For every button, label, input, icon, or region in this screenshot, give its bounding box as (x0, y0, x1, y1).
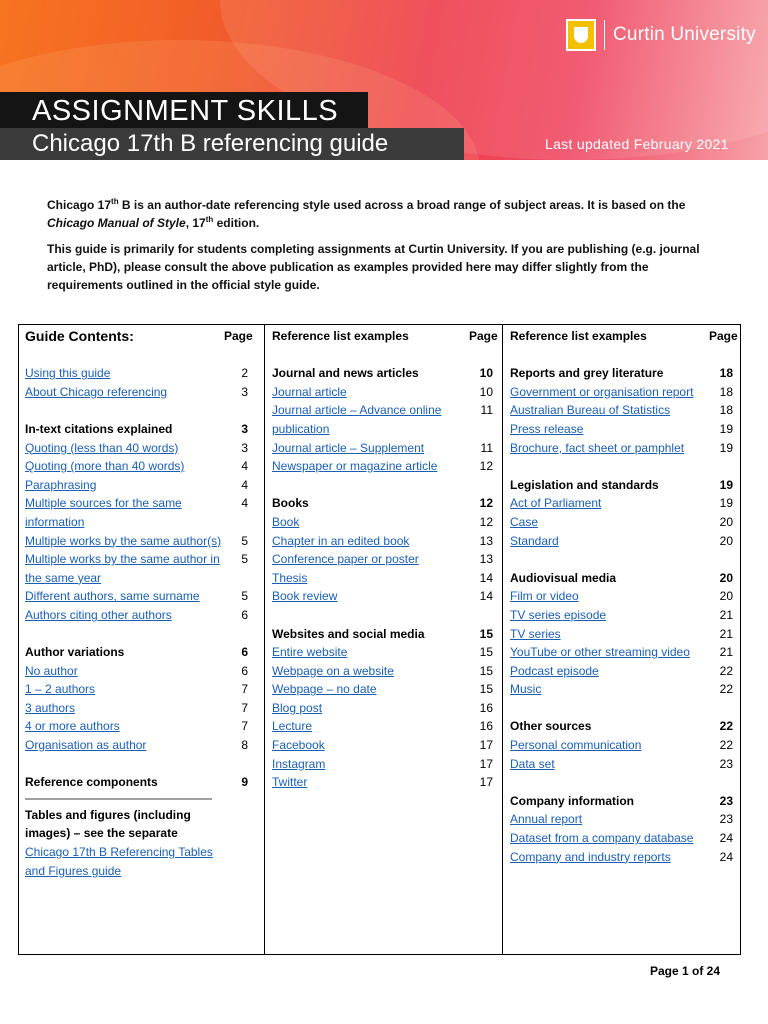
heading-label: Reference list examples (272, 329, 409, 343)
page-number-cell: 7 (241, 700, 248, 715)
divider (25, 798, 212, 800)
spacer (19, 346, 264, 365)
contents-link-podcast-episode[interactable] (503, 662, 741, 681)
contents-link-paraphrasing[interactable] (19, 476, 264, 495)
heading-label: Reports and grey literature (510, 366, 664, 381)
page-number-cell: 23 (719, 756, 733, 771)
link-label[interactable]: Multiple sources for the same information (25, 496, 182, 529)
page-number-cell: 3 (241, 421, 248, 436)
logo-text: Curtin University (613, 24, 756, 45)
page-number-cell: Page (469, 329, 498, 343)
page-number-cell: 22 (719, 738, 733, 753)
contents-link-tv-series[interactable] (503, 625, 741, 644)
last-updated: Last updated February 2021 (545, 136, 729, 152)
page-number-cell: 16 (479, 719, 493, 734)
contents-link-book-review[interactable] (265, 587, 502, 606)
contents-link-journal-article-supplement[interactable] (265, 439, 502, 458)
section-heading-audiovisual-media (503, 569, 741, 588)
page-number-cell: 15 (479, 663, 493, 678)
section-heading-books (265, 494, 502, 513)
spacer (503, 699, 741, 718)
contents-link-annual-report[interactable] (503, 810, 741, 829)
page-number-cell: 3 (241, 384, 248, 399)
column-header-guide-contents (19, 327, 264, 346)
link-label[interactable]: Podcast episode (510, 663, 599, 678)
link-label[interactable]: Thesis (272, 570, 308, 585)
link-label[interactable]: No author (25, 663, 78, 678)
page-number-cell: 10 (479, 384, 493, 399)
link-label[interactable]: 1 – 2 authors (25, 682, 96, 697)
section-heading-other-sources (503, 717, 741, 736)
document-title: ASSIGNMENT SKILLS (0, 92, 368, 130)
header-banner (0, 0, 768, 160)
page-number-cell: 21 (719, 607, 733, 622)
heading-label: Legislation and standards (510, 477, 659, 492)
link-label[interactable]: Company and industry reports (510, 849, 671, 864)
link-label[interactable]: Different authors, same surname (25, 589, 200, 604)
page-number-cell: 20 (719, 514, 733, 529)
intro-paragraph-2: This guide is primarily for students completing assignments at Curtin University. If you are publishing (e.g. journal article, PhD), please consult the above publication as examples provided here may differ slightly from the requirements outlined in the official style guide. (47, 242, 700, 292)
contents-link-standard[interactable] (503, 532, 741, 551)
link-label[interactable]: 4 or more authors (25, 719, 120, 734)
contents-link-company-and-industry-reports[interactable] (503, 848, 741, 867)
link-label[interactable]: Organisation as author (25, 738, 147, 753)
link-label[interactable]: About Chicago referencing (25, 384, 168, 399)
page-number-cell: 9 (241, 775, 248, 790)
page-number-cell: 7 (241, 719, 248, 734)
page-number-cell: Page (224, 329, 253, 343)
spacer (265, 346, 502, 365)
page-number-cell: 5 (241, 533, 248, 548)
page-number-cell: 5 (241, 552, 248, 567)
contents-column-2 (265, 325, 503, 954)
contents-link-youtube-or-other-streaming-video[interactable] (503, 643, 741, 662)
page-number-cell: 19 (719, 421, 733, 436)
page-number-cell: 16 (479, 700, 493, 715)
link-label[interactable]: Book review (272, 589, 338, 604)
heading-label: In-text citations explained (25, 421, 173, 436)
page-number-cell: 12 (479, 496, 493, 511)
contents-link-journal-article[interactable] (265, 383, 502, 402)
heading-label: Tables and figures (including images) – see the separate (25, 807, 191, 841)
column-header-reference-list-examples (265, 327, 502, 346)
contents-link-government-or-organisation-report[interactable] (503, 383, 741, 402)
heading-label: Audiovisual media (510, 570, 617, 585)
link-label[interactable]: Lecture (272, 719, 313, 734)
contents-link-case[interactable] (503, 513, 741, 532)
link-label[interactable]: Facebook (272, 738, 325, 753)
page-number-cell: 4 (241, 459, 248, 474)
contents-link-4-or-more-authors[interactable] (19, 717, 264, 736)
link-label[interactable]: Film or video (510, 589, 579, 604)
spacer (19, 401, 264, 420)
heading-label: Reference list examples (510, 329, 647, 343)
contents-link-3-authors[interactable] (19, 699, 264, 718)
page-number-cell: 19 (719, 440, 733, 455)
contents-link-tv-series-episode[interactable] (503, 606, 741, 625)
page-number-cell: 15 (479, 626, 493, 641)
contents-link-authors-citing-other-authors[interactable] (19, 606, 264, 625)
link-label[interactable]: Newspaper or magazine article (272, 459, 438, 474)
section-heading-in-text-citations-explained (19, 420, 264, 439)
link-label[interactable]: Conference paper or poster (272, 552, 419, 567)
spacer (265, 476, 502, 495)
link-label[interactable]: YouTube or other streaming video (510, 645, 690, 660)
page-number-cell: 18 (719, 403, 733, 418)
contents-link-brochure-fact-sheet-or-pamphlet[interactable] (503, 439, 741, 458)
column-header-reference-list-examples (503, 327, 741, 346)
page-number-cell: 13 (479, 552, 493, 567)
page-number-cell: 4 (241, 496, 248, 511)
page-number-cell: 11 (480, 440, 493, 455)
page-number-cell: 15 (479, 645, 493, 660)
link-label[interactable]: Journal article (272, 384, 347, 399)
heading-label: Books (272, 496, 309, 511)
contents-link-act-of-parliament[interactable] (503, 494, 741, 513)
page-number-cell: 11 (480, 403, 493, 418)
intro-text (47, 196, 727, 302)
link-label[interactable]: Entire website (272, 645, 348, 660)
page-number-cell: 20 (719, 570, 733, 585)
page-number-cell: Page (709, 329, 738, 343)
link-label[interactable]: 3 authors (25, 700, 76, 715)
heading-label: Guide Contents: (25, 328, 134, 344)
contents-link-no-author[interactable] (19, 662, 264, 681)
contents-column-1 (19, 325, 265, 954)
page-number-cell: 3 (241, 440, 248, 455)
guide-contents-table (18, 324, 741, 955)
section-heading-journal-and-news-articles (265, 364, 502, 383)
contents-link-newspaper-or-magazine-article[interactable] (265, 457, 502, 476)
link-label[interactable]: Book (272, 514, 300, 529)
link-label[interactable]: Webpage – no date (272, 682, 377, 697)
link-label[interactable]: Paraphrasing (25, 477, 97, 492)
contents-link-data-set[interactable] (503, 755, 741, 774)
page-number-cell: 17 (479, 775, 493, 790)
contents-link-using-this-guide[interactable] (19, 364, 264, 383)
page-number-cell: 19 (719, 477, 733, 492)
heading-label: Author variations (25, 645, 125, 660)
page-number-cell: 7 (241, 682, 248, 697)
contents-link-australian-bureau-of-statistics[interactable] (503, 401, 741, 420)
section-heading-legislation-and-standards (503, 476, 741, 495)
link-label[interactable]: Act of Parliament (510, 496, 602, 511)
link-label[interactable]: Standard (510, 533, 559, 548)
link-label[interactable]: Brochure, fact sheet or pamphlet (510, 440, 685, 455)
page-number-cell: 20 (719, 589, 733, 604)
link-label[interactable]: Press release (510, 421, 584, 436)
link-label[interactable]: Journal article – Supplement (272, 440, 425, 455)
page-number-cell: 10 (479, 366, 493, 381)
page-number-cell: 21 (719, 645, 733, 660)
page-number-cell: 22 (719, 663, 733, 678)
page-number-cell: 24 (719, 849, 733, 864)
page-number-cell: 12 (479, 459, 493, 474)
page-number-cell: 13 (479, 533, 493, 548)
contents-link-dataset-from-a-company-database[interactable] (503, 829, 741, 848)
contents-link-entire-website[interactable] (265, 643, 502, 662)
page-number-cell: 18 (719, 366, 733, 381)
section-heading-reference-components (19, 773, 264, 792)
page-number-cell: 5 (241, 589, 248, 604)
section-heading-company-information (503, 792, 741, 811)
page-number-cell: 6 (241, 645, 248, 660)
contents-link-twitter[interactable] (265, 773, 502, 792)
link-label[interactable]: Quoting (more than 40 words) (25, 459, 185, 474)
heading-label: Other sources (510, 719, 592, 734)
contents-link-1-2-authors[interactable] (19, 680, 264, 699)
page-number-cell: 19 (719, 496, 733, 511)
page-number-cell: 23 (719, 793, 733, 808)
contents-link-press-release[interactable] (503, 420, 741, 439)
link-label[interactable]: Data set (510, 756, 555, 771)
link-label[interactable]: Twitter (272, 775, 308, 790)
heading-label: Websites and social media (272, 626, 425, 641)
page-number-cell: 6 (241, 663, 248, 678)
contents-link-personal-communication[interactable] (503, 736, 741, 755)
contents-link-lecture[interactable] (265, 717, 502, 736)
contents-link-quoting-less-than-40-words[interactable] (19, 439, 264, 458)
page-number-cell: 17 (479, 756, 493, 771)
contents-link-instagram[interactable] (265, 755, 502, 774)
section-heading-tables-and-figures-including-images-see-the-separate (19, 806, 264, 843)
contents-link-film-or-video[interactable] (503, 587, 741, 606)
contents-link-chapter-in-an-edited-book[interactable] (265, 532, 502, 551)
contents-link-organisation-as-author[interactable] (19, 736, 264, 755)
link-label[interactable]: Authors citing other authors (25, 607, 172, 622)
page-number-cell: 4 (241, 477, 248, 492)
page-number-cell: 12 (479, 514, 493, 529)
link-label[interactable]: Government or organisation report (510, 384, 694, 399)
link-label[interactable]: Blog post (272, 700, 323, 715)
section-heading-websites-and-social-media (265, 625, 502, 644)
link-label[interactable]: Chapter in an edited book (272, 533, 410, 548)
link-label[interactable]: Case (510, 514, 539, 529)
spacer (265, 606, 502, 625)
link-label[interactable]: Dataset from a company database (510, 831, 694, 846)
contents-link-conference-paper-or-poster[interactable] (265, 550, 502, 569)
page-number-cell: 14 (479, 589, 493, 604)
shield-icon (566, 19, 596, 51)
contents-link-multiple-sources-for-the-same-information[interactable] (19, 494, 264, 531)
page-number-cell: 17 (479, 738, 493, 753)
link-label[interactable]: Music (510, 682, 542, 697)
contents-link-about-chicago-referencing[interactable] (19, 383, 264, 402)
page-number-cell: 23 (719, 812, 733, 827)
link-label[interactable]: TV series episode (510, 607, 607, 622)
contents-link-multiple-works-by-the-same-author-in-the-same-year[interactable] (19, 550, 264, 587)
document-subtitle: Chicago 17th B referencing guide (0, 128, 464, 160)
contents-link-webpage-on-a-website[interactable] (265, 662, 502, 681)
contents-link-multiple-works-by-the-same-author-s[interactable] (19, 532, 264, 551)
intro-paragraph-1: Chicago 17th B is an author-date referencing style used across a broad range of subject areas. It is based on the Chicago Manual of Style, 17th edition. (47, 197, 686, 230)
contents-link-blog-post[interactable] (265, 699, 502, 718)
contents-link-facebook[interactable] (265, 736, 502, 755)
curtin-logo (566, 18, 756, 52)
link-label[interactable]: Quoting (less than 40 words) (25, 440, 179, 455)
link-label[interactable]: Australian Bureau of Statistics (510, 403, 671, 418)
page-number-cell: 14 (479, 570, 493, 585)
contents-link-chicago-17th-b-referencing-tables-and-figures-guide[interactable] (19, 843, 264, 880)
link-label[interactable]: Journal article – Advance online publication (272, 403, 442, 436)
page-number-cell: 22 (719, 719, 733, 734)
page-number-cell: 21 (719, 626, 733, 641)
contents-column-3 (503, 325, 741, 954)
page-number-cell: 18 (719, 384, 733, 399)
contents-link-webpage-no-date[interactable] (265, 680, 502, 699)
contents-link-music[interactable] (503, 680, 741, 699)
contents-link-quoting-more-than-40-words[interactable] (19, 457, 264, 476)
heading-label: Company information (510, 793, 635, 808)
contents-link-book[interactable] (265, 513, 502, 532)
section-heading-reports-and-grey-literature (503, 364, 741, 383)
link-label[interactable]: Using this guide (25, 366, 111, 381)
spacer (503, 346, 741, 365)
page-number-cell: 20 (719, 533, 733, 548)
link-label[interactable]: Multiple works by the same author(s) (25, 533, 222, 548)
link-label[interactable]: Multiple works by the same author in the same year (25, 552, 220, 585)
page-number-cell: 8 (241, 738, 248, 753)
page-number-cell: 2 (241, 366, 248, 381)
page-number: Page 1 of 24 (650, 964, 721, 978)
link-label[interactable]: Chicago 17th B Referencing Tables and Figures guide (25, 845, 213, 878)
spacer (19, 755, 264, 774)
link-label[interactable]: TV series (510, 626, 561, 641)
page-number-cell: 15 (479, 682, 493, 697)
logo-divider (604, 20, 605, 50)
spacer (503, 457, 741, 476)
heading-label: Reference components (25, 775, 158, 790)
spacer (503, 550, 741, 569)
link-label[interactable]: Annual report (510, 812, 583, 827)
spacer (19, 625, 264, 644)
spacer (503, 773, 741, 792)
section-heading-author-variations (19, 643, 264, 662)
heading-label: Journal and news articles (272, 366, 419, 381)
contents-link-journal-article-advance-online-publication[interactable] (265, 401, 502, 438)
page-number-cell: 24 (719, 831, 733, 846)
page-number-cell: 22 (719, 682, 733, 697)
contents-link-different-authors-same-surname[interactable] (19, 587, 264, 606)
link-label[interactable]: Personal communication (510, 738, 642, 753)
page-number-cell: 6 (241, 607, 248, 622)
link-label[interactable]: Webpage on a website (272, 663, 394, 678)
link-label[interactable]: Instagram (272, 756, 326, 771)
contents-link-thesis[interactable] (265, 569, 502, 588)
